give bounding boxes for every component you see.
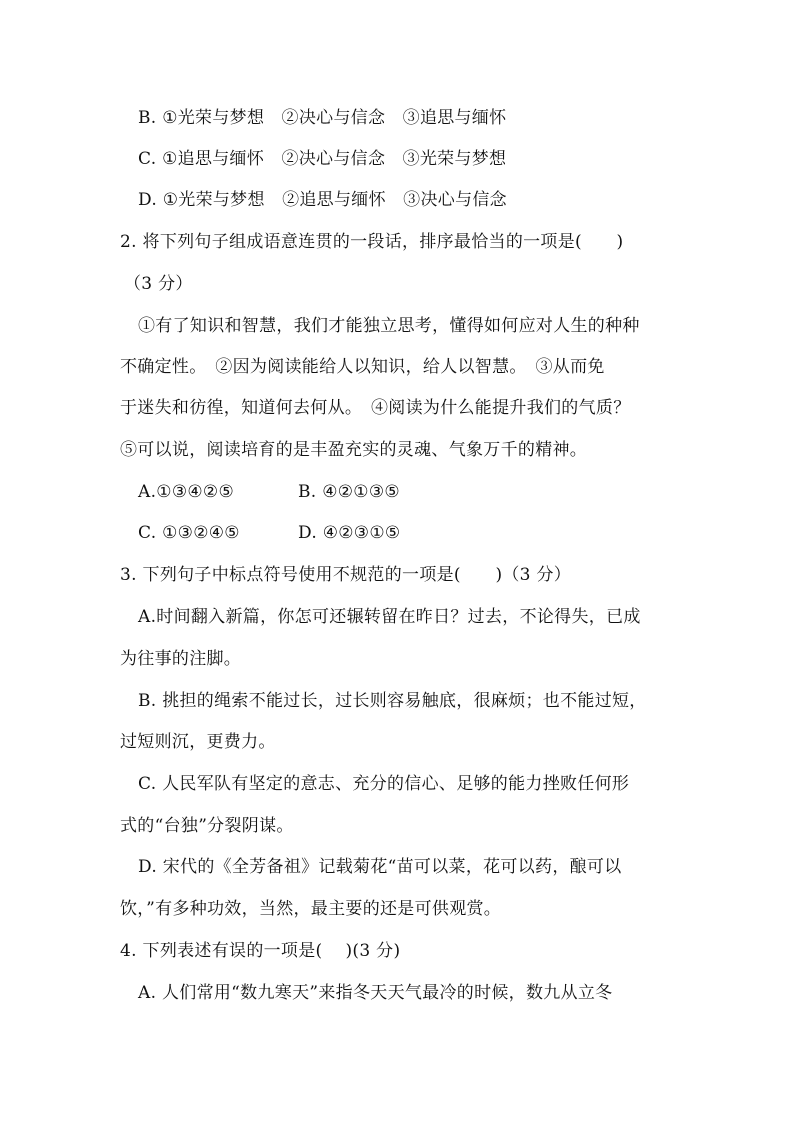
q2-option-a: A.①③④②⑤ bbox=[138, 482, 234, 502]
q1-option-b: B. ①光荣与梦想 ②决心与信念 ③追思与缅怀 bbox=[138, 108, 507, 128]
q2-stem: 2. 将下列句子组成语意连贯的一段话，排序最恰当的一项是( ) bbox=[120, 232, 624, 252]
q2-passage-line: ①有了知识和智慧，我们才能独立思考，懂得如何应对人生的种种 bbox=[138, 316, 640, 336]
q3-option-b-line: B. 挑担的绳索不能过长，过长则容易触底，很麻烦；也不能过短， bbox=[138, 691, 647, 711]
q3-option-d-line: D. 宋代的《全芳备祖》记载菊花“苗可以菜，花可以药，酿可以 bbox=[138, 857, 622, 877]
q3-option-a-line: 为往事的注脚。 bbox=[120, 649, 242, 669]
q3-option-d-line: 饮，”有多种功效，当然，最主要的还是可供观赏。 bbox=[120, 899, 502, 919]
q3-option-b-line: 过短则沉，更费力。 bbox=[120, 732, 276, 752]
q3-stem: 3. 下列句子中标点符号使用不规范的一项是( )（3 分） bbox=[120, 565, 572, 585]
q3-option-a-line: A.时间翻入新篇，你怎可还辗转留在昨日？过去，不论得失，已成 bbox=[138, 607, 641, 627]
q4-stem: 4. 下列表述有误的一项是( )(3 分) bbox=[120, 941, 401, 961]
q2-option-d: D. ④②③①⑤ bbox=[298, 523, 401, 543]
q2-passage-line: 于迷失和彷徨，知道何去何从。 ④阅读为什么能提升我们的气质？ bbox=[120, 398, 631, 418]
q2-score: （3 分） bbox=[124, 274, 193, 294]
q2-option-c: C. ①③②④⑤ bbox=[138, 523, 240, 543]
q3-option-c-line: C. 人民军队有坚定的意志、充分的信心、足够的能力挫败任何形 bbox=[138, 774, 630, 794]
q2-option-b: B. ④②①③⑤ bbox=[298, 482, 400, 502]
q2-passage-line: ⑤可以说，阅读培育的是丰盈充实的灵魂、气象万千的精神。 bbox=[120, 440, 588, 460]
q2-passage-line: 不确定性。 ②因为阅读能给人以知识，给人以智慧。 ③从而免 bbox=[120, 357, 605, 377]
q1-option-d: D. ①光荣与梦想 ②追思与缅怀 ③决心与信念 bbox=[138, 190, 507, 210]
q3-option-c-line: 式的“台独”分裂阴谋。 bbox=[120, 816, 294, 836]
q1-option-c: C. ①追思与缅怀 ②决心与信念 ③光荣与梦想 bbox=[138, 149, 507, 169]
q4-option-a-line: A. 人们常用“数九寒天”来指冬天天气最冷的时候，数九从立冬 bbox=[138, 983, 613, 1003]
